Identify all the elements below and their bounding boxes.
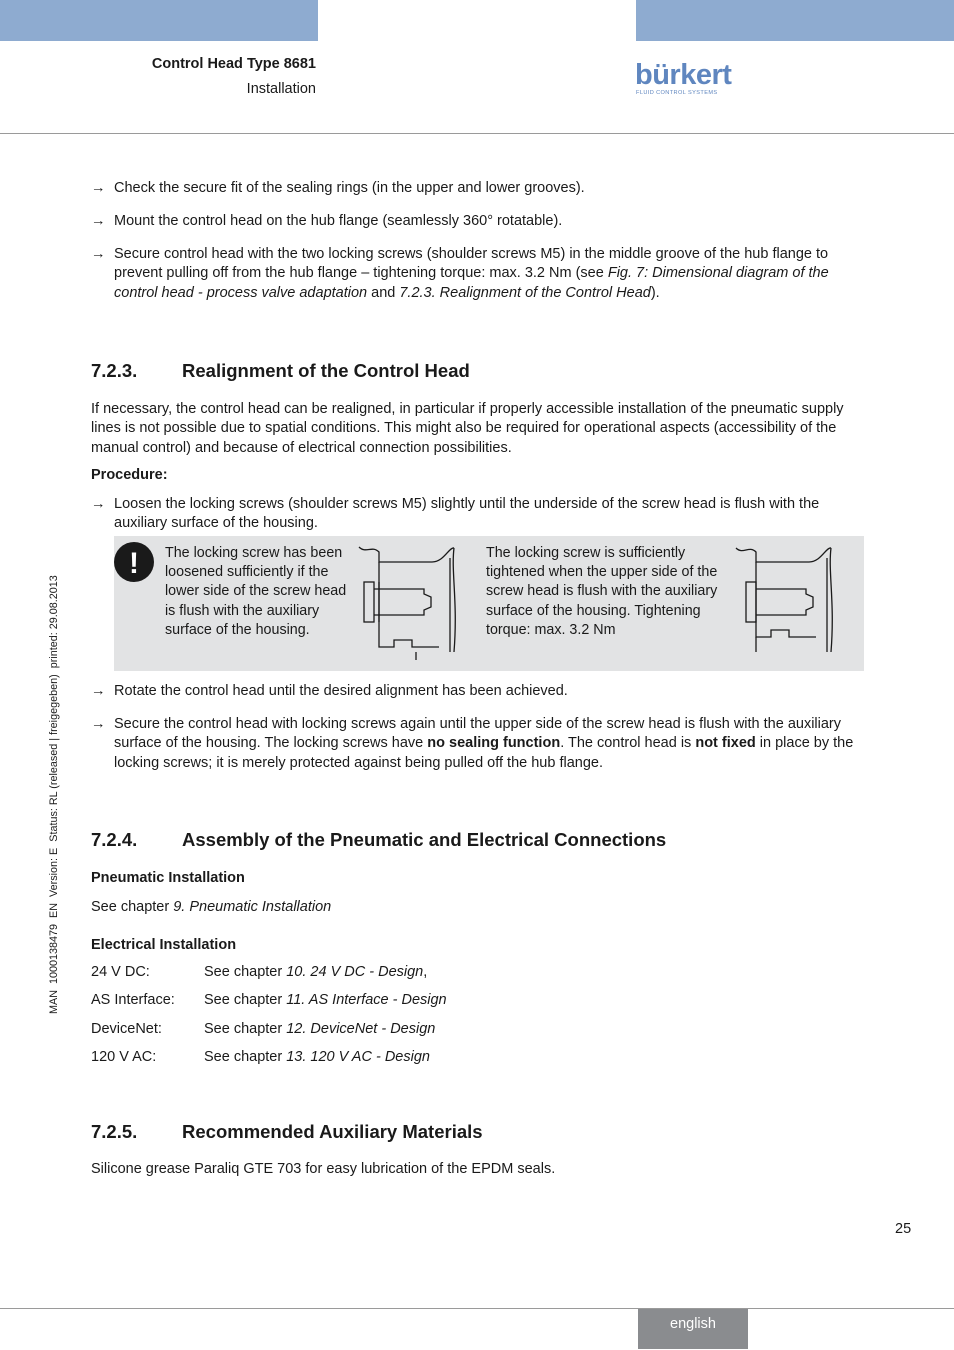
intro-step-2: Mount the control head on the hub flange (seamlessly 360° rotatable).	[114, 213, 563, 229]
electrical-row-label: 24 V DC:	[91, 964, 150, 980]
screw-tightened-diagram	[731, 542, 843, 662]
arrow-icon: →	[91, 683, 106, 699]
step-text: Secure the control head with locking screws again until the upper side of the screw head is flush with the auxiliary surface of the housing. The locking screws have	[114, 716, 842, 752]
header-bar-right	[636, 0, 954, 41]
section-body: Silicone grease Paraliq GTE 703 for easy lubrication of the EPDM seals.	[91, 1161, 556, 1177]
row-suffix: ,	[423, 964, 428, 980]
step-text: ).	[650, 284, 660, 301]
note-tightened-text: The locking screw is sufficiently tightened when the upper side of the screw head is flush with the auxiliary surface of the housing. Tightening torque: max. 3.2 Nm	[486, 545, 718, 638]
step-text: Secure control head with the two locking screws (shoulder screws M5) in the middle groove of the hub flange to prevent pulling off from the hub flange – tightening torque: max. 3.2 Nm (see	[114, 246, 829, 282]
arrow-icon: →	[91, 213, 106, 229]
warning-icon-glyph: !	[129, 547, 139, 580]
footer-rule	[0, 1308, 954, 1309]
section-heading-7-2-3	[91, 360, 470, 382]
pneumatic-installation-label: Pneumatic Installation	[91, 870, 245, 886]
procedure-step-2: Rotate the control head until the desired alignment has been achieved.	[114, 683, 568, 699]
section-number: 7.2.5.	[91, 1121, 138, 1142]
procedure-step-3	[114, 715, 866, 773]
chapter-reference-link[interactable]: 13. 120 V AC - Design	[286, 1049, 430, 1065]
electrical-row-ref	[204, 964, 427, 980]
arrow-icon: →	[91, 496, 106, 512]
figure-reference-link[interactable]: Fig. 7: Dimensional diagram of the control head - process valve adaptation	[114, 265, 829, 301]
emphasis: no sealing function	[427, 735, 561, 752]
header-rule	[0, 133, 954, 134]
pneumatic-installation-ref	[91, 898, 331, 917]
arrow-icon: →	[91, 180, 106, 196]
section-number: 7.2.4.	[91, 829, 138, 850]
section-body: If necessary, the control head can be realigned, in particular if properly accessible installation of the pneumatic supply lines is not possible due to spatial conditions. This might also be required for operational aspects (accessibility of the manual control) and because of electrical connection possibilities.	[91, 401, 844, 456]
section-reference-link[interactable]: 7.2.3. Realignment of the Control Head	[399, 284, 651, 301]
see-chapter-text: See chapter	[204, 992, 287, 1008]
chapter-reference-link[interactable]: 11. AS Interface - Design	[286, 992, 447, 1008]
intro-step-1: Check the secure fit of the sealing rings (in the upper and lower grooves).	[114, 180, 585, 196]
arrow-icon: →	[91, 246, 106, 262]
screw-loosened-diagram	[354, 542, 466, 662]
electrical-row-ref	[204, 1021, 435, 1037]
document-meta-vertical: MAN 1000138479 EN Version: E Status: RL (released | freigegeben) printed: 29.08.2013	[48, 575, 60, 1014]
note-loosened-text: The locking screw has been loosened sufficiently if the lower side of the screw head is flush with the auxiliary surface of the housing.	[165, 545, 347, 638]
electrical-row-label: DeviceNet:	[91, 1021, 162, 1037]
see-chapter-text: See chapter	[204, 1021, 287, 1037]
section-title: Realignment of the Control Head	[182, 360, 470, 381]
section-number: 7.2.3.	[91, 360, 138, 381]
see-chapter-text: See chapter	[204, 964, 287, 980]
section-heading-7-2-4	[91, 829, 666, 851]
burkert-logo	[635, 58, 735, 96]
page-number: 25	[895, 1221, 912, 1237]
svg-text:FLUID CONTROL SYSTEMS: FLUID CONTROL SYSTEMS	[636, 90, 718, 96]
step-text: and	[367, 284, 400, 301]
warning-icon	[114, 541, 156, 583]
chapter-name: Installation	[246, 81, 316, 97]
svg-text:bürkert: bürkert	[635, 59, 732, 91]
note-box	[114, 536, 864, 671]
emphasis: not fixed	[695, 735, 756, 752]
header-bar-left	[0, 0, 318, 41]
procedure-label: Procedure:	[91, 467, 168, 483]
see-chapter-text: See chapter	[204, 1049, 287, 1065]
procedure-step-1: Loosen the locking screws (shoulder screws M5) slightly until the underside of the screw head is flush with the auxiliary surface of the housing.	[114, 496, 820, 532]
section-title: Recommended Auxiliary Materials	[182, 1121, 483, 1142]
chapter-reference-link[interactable]: 12. DeviceNet - Design	[286, 1021, 436, 1037]
see-chapter-text: See chapter	[91, 899, 174, 915]
electrical-installation-label: Electrical Installation	[91, 937, 237, 953]
arrow-icon: →	[91, 716, 106, 732]
electrical-row-label: AS Interface:	[91, 992, 175, 1008]
intro-step-3	[114, 245, 866, 303]
language-tab: english	[638, 1309, 748, 1349]
section-title: Assembly of the Pneumatic and Electrical Connections	[182, 829, 667, 850]
electrical-row-label: 120 V AC:	[91, 1049, 157, 1065]
chapter-reference-link[interactable]: 10. 24 V DC - Design	[286, 964, 424, 980]
section-heading-7-2-5	[91, 1121, 483, 1143]
electrical-row-ref	[204, 1049, 430, 1065]
electrical-row-ref	[204, 992, 447, 1008]
step-text: . The control head is	[560, 735, 696, 752]
document-title: Control Head Type 8681	[151, 56, 316, 72]
step-text: in place by the locking screws; it is merely protected against being pulled off the hub flange.	[114, 735, 854, 771]
chapter-reference-link[interactable]: 9. Pneumatic Installation	[173, 899, 332, 915]
